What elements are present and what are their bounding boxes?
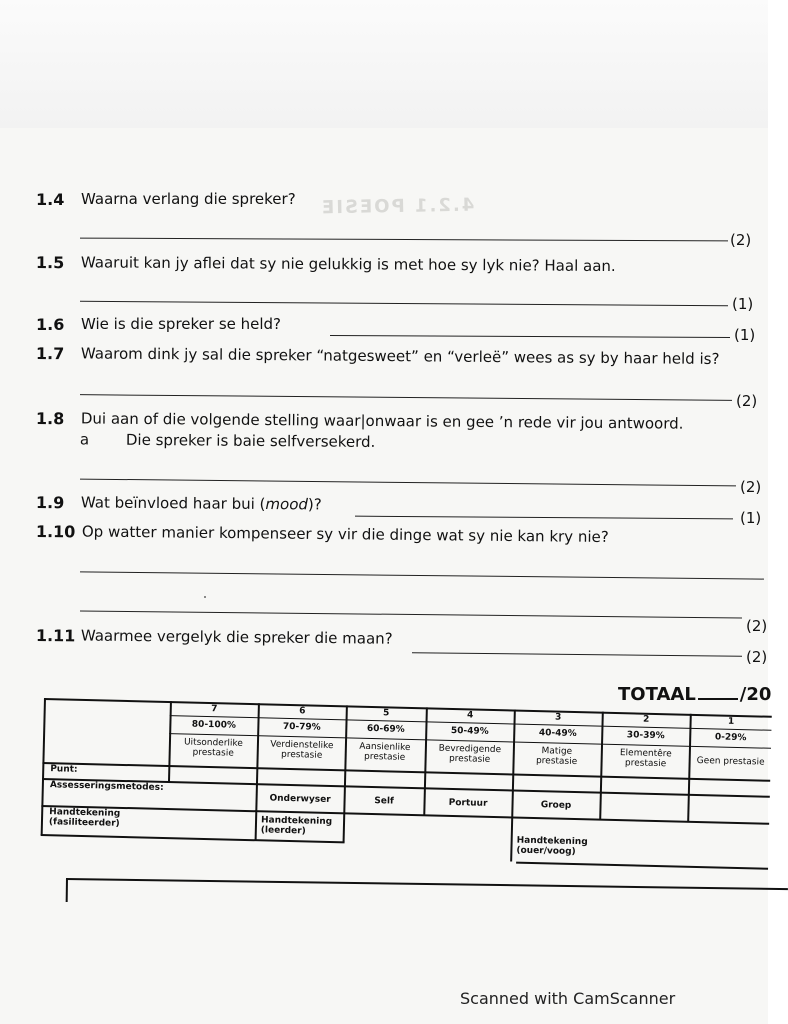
question-text: Waarmee vergelyk die spreker die maan? [80, 626, 393, 648]
question-1-4 [36, 190, 766, 212]
question-text: Die spreker is baie selfversekerd. [125, 430, 376, 451]
mark-allocation: (1) [740, 509, 762, 527]
total-suffix: /20 [739, 684, 772, 705]
question-text: Wie is die spreker se held? [81, 315, 282, 333]
rubric-description: Elementêre prestasie [619, 748, 672, 770]
mark-allocation: (1) [734, 326, 756, 344]
method-self: Self [374, 796, 394, 807]
mark-allocation: (2) [746, 648, 768, 666]
rubric-range: 30-39% [626, 730, 665, 742]
question-text: Op watter manier kompenseer sy vir die dinge wat sy nie kan kry nie? [81, 522, 609, 546]
rubric-level: 5 [382, 708, 390, 719]
question-number: 1.11 [35, 626, 76, 646]
question-text-before: Wat beïnvloed haar bui ( [80, 493, 266, 514]
rubric-level: 7 [211, 704, 218, 715]
signature-facilitator-label: Handtekening (fasiliteerder) [48, 807, 121, 829]
total-score [618, 684, 771, 705]
rubric-range: 50-49% [450, 725, 489, 737]
question-number: 1.9 [35, 493, 65, 513]
scan-speck [204, 596, 206, 598]
assessment-methods-label: Assesseringsmetodes: [49, 780, 164, 793]
question-text: Dui aan of die volgende stelling waar|onwaar is en gee ’n rede vir jou antwoord. [80, 409, 684, 433]
rubric-description: Uitsonderlike prestasie [183, 737, 244, 759]
rubric-description: Matige prestasie [535, 746, 578, 768]
rubric-range: 80-100% [191, 719, 237, 731]
signature-learner-label: Handtekening (leerder) [260, 815, 333, 837]
question-text-after: )? [307, 495, 322, 514]
mark-allocation: (2) [746, 617, 768, 635]
bleed-through-heading: 4.2.1 POESIE [319, 194, 475, 219]
question-number: 1.7 [35, 344, 65, 364]
rubric-level: 6 [298, 706, 306, 717]
mark-allocation: (2) [736, 392, 758, 410]
scan-background [0, 0, 768, 130]
total-blank[interactable] [698, 698, 738, 700]
rubric-level: 1 [727, 716, 735, 727]
question-text-italic: mood [265, 495, 309, 514]
method-group: Groep [540, 800, 572, 811]
mark-allocation: (2) [730, 231, 752, 249]
question-1-6 [36, 315, 766, 337]
rubric-range: 60-69% [366, 723, 405, 735]
question-number: 1.10 [35, 522, 76, 542]
rubric-range: 70-79% [282, 721, 321, 733]
punt-label: Punt: [50, 764, 78, 775]
rubric-description: Bevredigende prestasie [438, 743, 502, 765]
assessment-rubric [40, 698, 774, 876]
signature-parent-label: Handtekening (ouer/voog) [516, 835, 588, 858]
question-text: Waarom dink jy sal die spreker “natgesweet” en “verleë” wees as sy by haar held is? [80, 344, 720, 368]
rubric-range: 40-49% [538, 728, 577, 740]
mark-allocation: (1) [732, 295, 754, 313]
rubric-description: Aansienlike prestasie [359, 741, 411, 763]
scanner-watermark: Scanned with CamScanner [460, 989, 676, 1008]
question-number: 1.4 [36, 190, 65, 209]
rubric-level: 4 [466, 710, 474, 721]
question-text [81, 493, 322, 513]
rubric-level: 2 [642, 714, 650, 725]
rubric-description: Geen prestasie [696, 755, 765, 768]
method-teacher: Onderwyser [269, 793, 331, 806]
question-text: Waarna verlang die spreker? [81, 190, 296, 208]
rubric-description: Verdienstelike prestasie [270, 739, 334, 761]
question-text: Waaruit kan jy aflei dat sy nie gelukkig is met hoe sy lyk nie? Haal aan. [80, 253, 616, 276]
question-number: a [79, 430, 90, 449]
rubric-level: 3 [554, 712, 562, 723]
total-label: TOTAAL [618, 684, 696, 705]
mark-allocation: (2) [740, 478, 762, 496]
method-peer: Portuur [448, 797, 488, 809]
question-number: 1.6 [36, 315, 65, 334]
question-number: 1.5 [35, 253, 65, 273]
rubric-range: 0-29% [714, 732, 747, 744]
question-number: 1.8 [35, 409, 65, 429]
